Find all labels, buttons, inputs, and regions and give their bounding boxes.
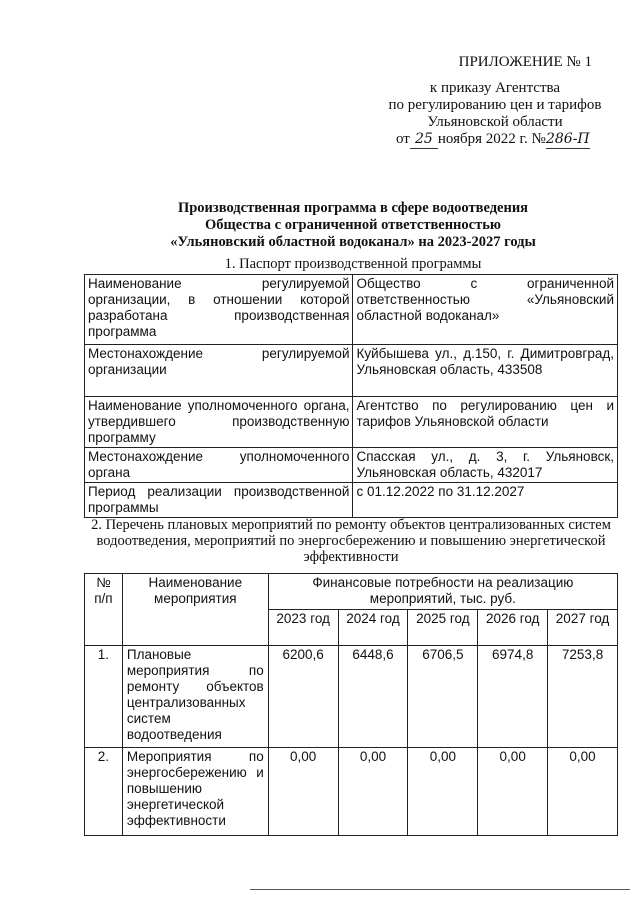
value-cell: 0,00 bbox=[338, 748, 408, 836]
value-cell: 6200,6 bbox=[268, 646, 338, 748]
date-day: 25 bbox=[410, 131, 438, 149]
table-header-row bbox=[85, 574, 618, 610]
value-cell: 0,00 bbox=[548, 748, 618, 836]
row-number: 1. bbox=[85, 646, 123, 748]
passport-value: Куйбышева ул., д.150, г. Димитровград, Ульяновская область, 433508 bbox=[353, 345, 618, 397]
section2-heading: 2. Перечень плановых мероприятий по ремонту объектов централизованных систем водоотведения, мероприятий по энергосбережению и повышению энергетической эффективности bbox=[91, 517, 611, 565]
order-number: 286-П bbox=[545, 131, 590, 147]
activities-table bbox=[84, 573, 618, 836]
date-month-year: ноября 2022 г. № bbox=[437, 131, 546, 147]
title-line1: Производственная программа в сфере водоотведения bbox=[177, 200, 529, 216]
order-reference-line1: к приказу Агентства bbox=[429, 80, 561, 96]
column-header-year: 2023 год bbox=[268, 610, 338, 646]
value-cell: 6706,5 bbox=[408, 646, 478, 748]
table-row bbox=[85, 646, 618, 748]
passport-label: Период реализации производственной программы bbox=[85, 483, 353, 518]
appendix-label: ПРИЛОЖЕНИЕ № 1 bbox=[458, 54, 592, 70]
date-prefix: от bbox=[396, 131, 410, 147]
title-line2: Общества с ограниченной ответственностью bbox=[205, 217, 501, 233]
column-header-year: 2025 год bbox=[408, 610, 478, 646]
column-header-year: 2026 год bbox=[478, 610, 548, 646]
passport-value: Агентство по регулированию цен и тарифов Ульяновской области bbox=[353, 397, 618, 448]
passport-label: Наименование регулируемой организации, в отношении которой разработана производственная программа bbox=[85, 275, 353, 345]
title-line3: «Ульяновский областной водоканал» на 2023-2027 годы bbox=[170, 234, 536, 250]
order-reference-line2: по регулированию цен и тарифов bbox=[388, 97, 602, 113]
passport-value: Спасская ул., д. 3, г. Ульяновск, Ульяновская область, 432017 bbox=[353, 448, 618, 483]
activity-name: Плановые мероприятия по ремонту объектов централизованных систем водоотведения bbox=[122, 646, 268, 748]
value-cell: 7253,8 bbox=[548, 646, 618, 748]
value-cell: 0,00 bbox=[478, 748, 548, 836]
section1-heading: 1. Паспорт производственной программы bbox=[224, 256, 482, 272]
column-header-name: Наименование мероприятия bbox=[122, 574, 268, 646]
column-header-year: 2024 год bbox=[338, 610, 408, 646]
column-header-number: № п/п bbox=[85, 574, 123, 646]
value-cell: 6448,6 bbox=[338, 646, 408, 748]
table-row bbox=[85, 448, 618, 483]
activity-name: Мероприятия по энергосбережению и повышению энергетической эффективности bbox=[122, 748, 268, 836]
table-row bbox=[85, 748, 618, 836]
value-cell: 0,00 bbox=[268, 748, 338, 836]
order-date-line bbox=[396, 131, 636, 149]
value-cell: 0,00 bbox=[408, 748, 478, 836]
passport-value: с 01.12.2022 по 31.12.2027 bbox=[353, 483, 618, 518]
table-row bbox=[85, 483, 618, 518]
row-number: 2. bbox=[85, 748, 123, 836]
table-row bbox=[85, 397, 618, 448]
table-row bbox=[85, 345, 618, 397]
value-cell: 6974,8 bbox=[478, 646, 548, 748]
column-header-year: 2027 год bbox=[548, 610, 618, 646]
order-reference-line3: Ульяновской области bbox=[427, 114, 563, 130]
passport-label: Местонахождение уполномоченного органа bbox=[85, 448, 353, 483]
footer-divider bbox=[250, 889, 630, 890]
passport-label: Наименование уполномоченного органа, утвердившего производственную программу bbox=[85, 397, 353, 448]
passport-value: Общество с ограниченной ответственностью «Ульяновский областной водоканал» bbox=[353, 275, 618, 345]
table-row bbox=[85, 275, 618, 345]
passport-label: Местонахождение регулируемой организации bbox=[85, 345, 353, 397]
passport-table bbox=[84, 274, 618, 518]
column-header-financing: Финансовые потребности на реализацию мероприятий, тыс. руб. bbox=[268, 574, 617, 610]
